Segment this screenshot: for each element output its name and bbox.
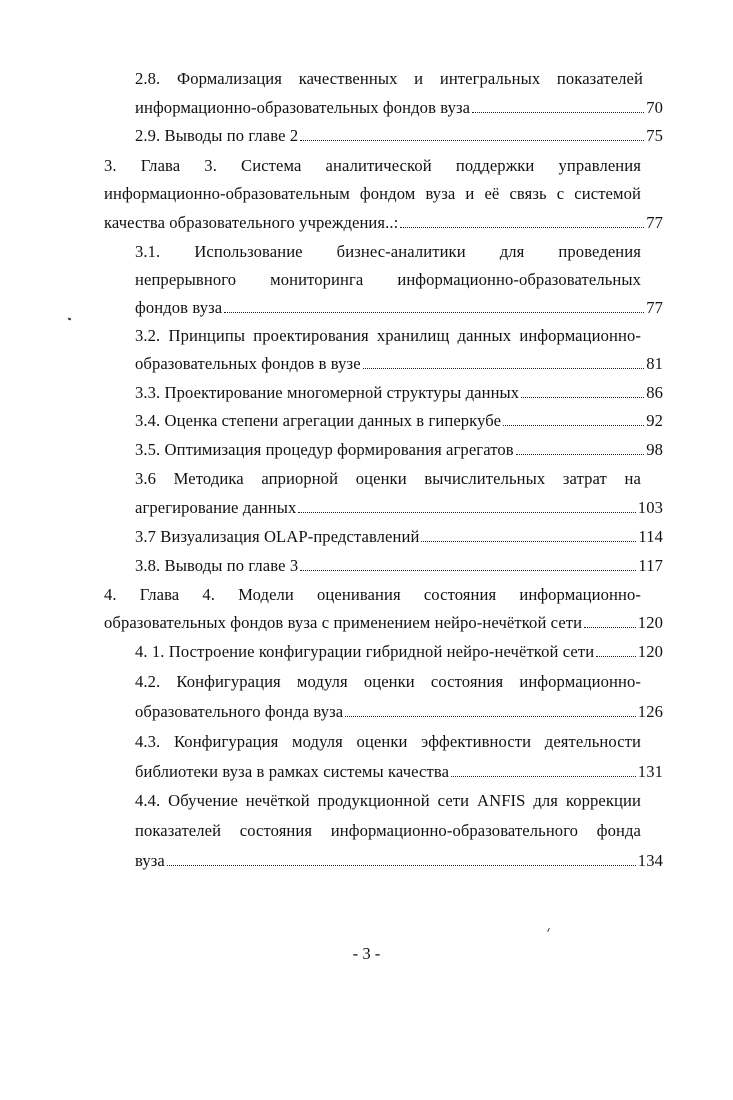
toc-line: 3. Глава 3. Система аналитической поддержки управления — [104, 156, 641, 175]
toc-page-number: 114 — [638, 527, 663, 546]
toc-line: непрерывного мониторинга информационно-образовательных — [135, 270, 641, 289]
dot-leader — [167, 865, 636, 866]
toc-line-leader — [135, 382, 663, 404]
toc-entry-title: 3.7 Визуализация OLAP-представлений — [135, 527, 420, 546]
toc-page-number: 103 — [637, 498, 663, 517]
toc-entry-title: 4. 1. Построение конфигурации гибридной нейро-нечёткой сети — [135, 642, 595, 661]
toc-line: 4. Глава 4. Модели оценивания состояния информационно- — [104, 585, 641, 604]
toc-page-number: 81 — [646, 354, 663, 373]
dot-leader — [298, 512, 635, 513]
dot-leader — [224, 312, 644, 313]
toc-line-leader — [135, 526, 663, 548]
toc-line: 4.4. Обучение нечёткой продукционной сети ANFIS для коррекции — [135, 791, 641, 810]
toc-line-leader — [135, 353, 663, 375]
toc-line: 4.3. Конфигурация модуля оценки эффективности деятельности — [135, 732, 641, 751]
dot-leader — [345, 716, 636, 717]
page-number: - 3 - — [352, 944, 381, 963]
toc-line: показателей состояния информационно-образовательного фонда — [135, 821, 641, 840]
scan-speck — [68, 317, 72, 320]
dot-leader — [300, 570, 636, 571]
toc-entry-title: фондов вуза — [135, 298, 223, 317]
toc-entry-title: образовательных фондов вуза с применением нейро-нечёткой сети — [104, 613, 583, 632]
dot-leader — [363, 368, 645, 369]
toc-entry-title: 3.8. Выводы по главе 3 — [135, 556, 299, 575]
dot-leader — [516, 454, 645, 455]
toc-entry-title: образовательного фонда вуза — [135, 702, 344, 721]
dot-leader — [503, 425, 644, 426]
dot-leader — [521, 397, 644, 398]
toc-line-leader — [135, 410, 663, 432]
toc-page-number: 77 — [646, 298, 663, 317]
toc-page-number: 70 — [646, 98, 663, 117]
toc-entry-title: качества образовательного учреждения..: — [104, 213, 399, 232]
toc-entry-title: 2.9. Выводы по главе 2 — [135, 126, 299, 145]
toc-line-leader — [135, 555, 663, 577]
dot-leader — [421, 541, 636, 542]
toc-page-number: 126 — [637, 702, 663, 721]
toc-page-number: 120 — [637, 613, 663, 632]
toc-page-number: 75 — [646, 126, 663, 145]
dot-leader — [451, 776, 636, 777]
toc-entry-title: 3.5. Оптимизация процедур формирования агрегатов — [135, 440, 514, 459]
toc-entry-title: образовательных фондов в вузе — [135, 354, 361, 373]
toc-line-leader — [135, 701, 663, 723]
toc-line-leader — [135, 850, 663, 872]
toc-line-leader — [135, 761, 663, 783]
toc-line-leader — [135, 439, 663, 461]
toc-page-number: 92 — [646, 411, 663, 430]
toc-line-leader — [135, 297, 663, 319]
toc-page-number: 134 — [637, 851, 663, 870]
toc-page-number: 86 — [646, 383, 663, 402]
toc-entry-title: информационно-образовательных фондов вуза — [135, 98, 471, 117]
toc-line: информационно-образовательным фондом вуза и её связь с системой — [104, 184, 641, 203]
toc-page-number: 98 — [646, 440, 663, 459]
toc-line: 4.2. Конфигурация модуля оценки состояния информационно- — [135, 672, 641, 691]
toc-entry-title: библиотеки вуза в рамках системы качества — [135, 762, 450, 781]
toc-line-leader — [135, 497, 663, 519]
toc-line-leader — [135, 641, 663, 663]
toc-line: 3.6 Методика априорной оценки вычислительных затрат на — [135, 469, 641, 488]
toc-line-leader — [135, 97, 663, 119]
dot-leader — [584, 627, 636, 628]
toc-entry-title: 3.3. Проектирование многомерной структуры данных — [135, 383, 520, 402]
toc-page-number: 117 — [638, 556, 663, 575]
toc-line-leader — [135, 125, 663, 147]
toc-line-leader — [104, 212, 663, 234]
dot-leader — [596, 656, 636, 657]
toc-line: 2.8. Формализация качественных и интегральных показателей — [135, 69, 643, 88]
toc-entry-title: вуза — [135, 851, 165, 870]
toc-page-number: 77 — [646, 213, 663, 232]
dot-leader — [300, 140, 644, 141]
toc-page-number: 120 — [637, 642, 663, 661]
toc-entry-title: 3.4. Оценка степени агрегации данных в гиперкубе — [135, 411, 502, 430]
toc-line: 3.1. Использование бизнес-аналитики для проведения — [135, 242, 641, 261]
scan-speck — [547, 928, 550, 932]
toc-page-number: 131 — [637, 762, 663, 781]
dot-leader — [472, 112, 644, 113]
toc-line-leader — [104, 612, 663, 634]
toc-line: 3.2. Принципы проектирования хранилищ данных информационно- — [135, 326, 641, 345]
toc-entry-title: агрегирование данных — [135, 498, 297, 517]
dot-leader — [400, 227, 644, 228]
